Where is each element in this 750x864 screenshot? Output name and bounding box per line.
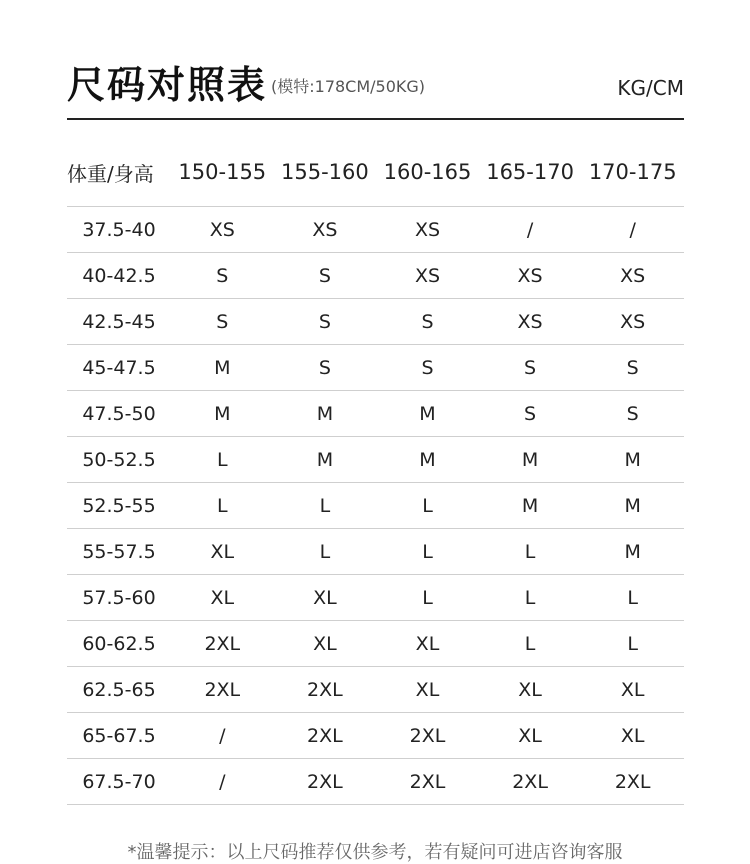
column-header: 155-160 <box>274 138 377 207</box>
table-row <box>67 575 684 621</box>
size-cell: 2XL <box>171 621 274 667</box>
size-cell: XS <box>171 207 274 253</box>
size-cell: M <box>376 391 479 437</box>
size-cell: XL <box>479 713 582 759</box>
footer-note: *温馨提示：以上尺码推荐仅供参考，若有疑问可进店咨询客服 <box>127 842 623 863</box>
model-info: (模特:178CM/50KG) <box>271 77 426 96</box>
size-cell: M <box>171 391 274 437</box>
size-cell: XL <box>581 667 684 713</box>
weight-range-cell: 55-57.5 <box>67 529 171 575</box>
weight-range-cell: 42.5-45 <box>67 299 171 345</box>
table-row <box>67 299 684 345</box>
size-cell: L <box>376 575 479 621</box>
size-cell: / <box>171 713 274 759</box>
size-cell: XL <box>171 529 274 575</box>
size-cell: XL <box>581 713 684 759</box>
table-row <box>67 667 684 713</box>
column-header: 150-155 <box>171 138 274 207</box>
weight-range-cell: 62.5-65 <box>67 667 171 713</box>
size-cell: L <box>376 483 479 529</box>
table-row <box>67 207 684 253</box>
size-cell: M <box>274 437 377 483</box>
table-row <box>67 759 684 805</box>
size-cell: XL <box>376 621 479 667</box>
column-header: 165-170 <box>479 138 582 207</box>
weight-range-cell: 50-52.5 <box>67 437 171 483</box>
size-cell: S <box>581 345 684 391</box>
size-cell: L <box>479 529 582 575</box>
table-header-row <box>67 138 684 207</box>
corner-header: 体重/身高 <box>67 138 171 207</box>
size-cell: XL <box>171 575 274 621</box>
size-cell: M <box>479 483 582 529</box>
size-cell: / <box>171 759 274 805</box>
size-cell: S <box>479 345 582 391</box>
size-cell: M <box>581 529 684 575</box>
size-cell: / <box>581 207 684 253</box>
size-cell: XL <box>274 575 377 621</box>
table-row <box>67 483 684 529</box>
size-cell: XS <box>581 299 684 345</box>
table-body <box>67 207 684 805</box>
size-cell: XS <box>479 253 582 299</box>
weight-range-cell: 67.5-70 <box>67 759 171 805</box>
column-header: 170-175 <box>581 138 684 207</box>
size-cell: XS <box>479 299 582 345</box>
size-cell: 2XL <box>274 667 377 713</box>
size-cell: M <box>581 437 684 483</box>
weight-range-cell: 40-42.5 <box>67 253 171 299</box>
table-row <box>67 621 684 667</box>
size-cell: XS <box>376 253 479 299</box>
size-cell: XS <box>581 253 684 299</box>
table-row <box>67 529 684 575</box>
size-cell: 2XL <box>479 759 582 805</box>
size-cell: 2XL <box>581 759 684 805</box>
size-cell: XL <box>479 667 582 713</box>
size-cell: L <box>376 529 479 575</box>
size-cell: 2XL <box>376 759 479 805</box>
header-divider <box>67 118 684 120</box>
size-cell: S <box>274 299 377 345</box>
size-cell: M <box>479 437 582 483</box>
size-cell: L <box>479 621 582 667</box>
size-cell: S <box>171 299 274 345</box>
size-cell: S <box>581 391 684 437</box>
column-header: 160-165 <box>376 138 479 207</box>
size-cell: S <box>274 345 377 391</box>
size-cell: M <box>274 391 377 437</box>
size-cell: L <box>479 575 582 621</box>
weight-range-cell: 57.5-60 <box>67 575 171 621</box>
chart-header <box>67 50 684 110</box>
table-row <box>67 253 684 299</box>
weight-range-cell: 52.5-55 <box>67 483 171 529</box>
weight-range-cell: 47.5-50 <box>67 391 171 437</box>
size-cell: S <box>376 345 479 391</box>
table-row <box>67 391 684 437</box>
size-cell: XL <box>376 667 479 713</box>
page-title: 尺码对照表 <box>67 63 268 107</box>
size-cell: L <box>581 621 684 667</box>
weight-range-cell: 60-62.5 <box>67 621 171 667</box>
size-cell: L <box>171 437 274 483</box>
size-cell: XL <box>274 621 377 667</box>
size-cell: S <box>274 253 377 299</box>
size-cell: M <box>171 345 274 391</box>
weight-range-cell: 45-47.5 <box>67 345 171 391</box>
size-cell: S <box>171 253 274 299</box>
size-cell: / <box>479 207 582 253</box>
size-cell: S <box>376 299 479 345</box>
size-cell: L <box>171 483 274 529</box>
size-cell: M <box>581 483 684 529</box>
weight-range-cell: 37.5-40 <box>67 207 171 253</box>
table-row <box>67 345 684 391</box>
size-cell: 2XL <box>274 759 377 805</box>
size-cell: M <box>376 437 479 483</box>
size-cell: 2XL <box>376 713 479 759</box>
size-cell: 2XL <box>274 713 377 759</box>
size-cell: 2XL <box>171 667 274 713</box>
table-row <box>67 437 684 483</box>
size-cell: S <box>479 391 582 437</box>
size-cell: L <box>274 483 377 529</box>
weight-range-cell: 65-67.5 <box>67 713 171 759</box>
table-row <box>67 713 684 759</box>
size-cell: XS <box>376 207 479 253</box>
size-table <box>67 138 684 805</box>
unit-label: KG/CM <box>617 76 684 100</box>
size-cell: XS <box>274 207 377 253</box>
size-cell: L <box>581 575 684 621</box>
size-cell: L <box>274 529 377 575</box>
